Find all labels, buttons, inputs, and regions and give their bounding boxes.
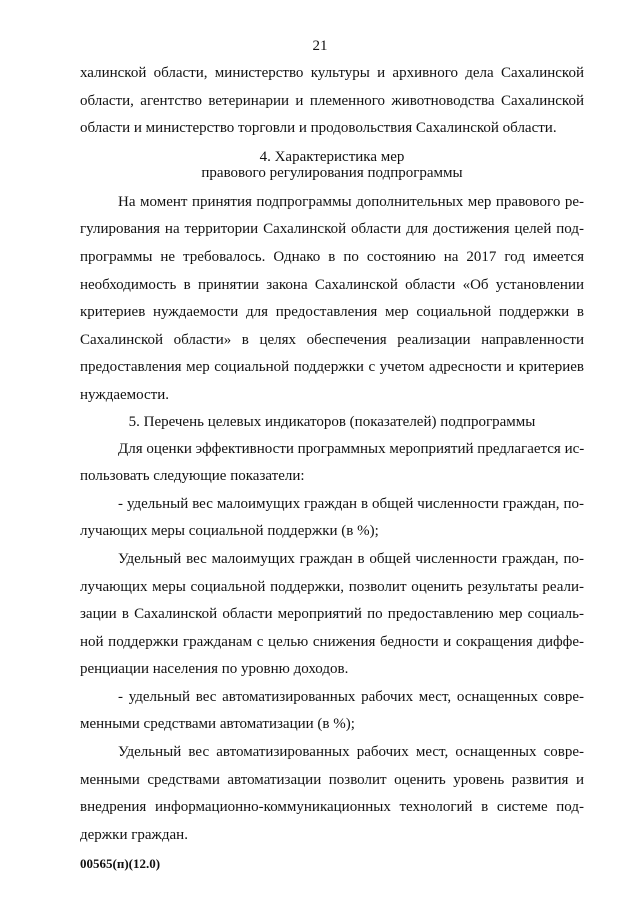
heading-line: правового регулирования подпрограммы — [201, 164, 463, 181]
section-4-paragraph — [80, 189, 584, 410]
page-number: 21 — [312, 38, 328, 54]
indicator-item-1 — [80, 491, 584, 546]
text-line: На момент принятия подпрограммы дополнительных мер правового ре- — [118, 193, 584, 210]
text-line: менными средствами автоматизации (в %); — [80, 716, 355, 733]
text-line: гулирования на территории Сахалинской области для достижения целей под- — [80, 221, 584, 238]
section-5-paragraph-3 — [80, 546, 584, 684]
text-line: Удельный вес автоматизированных рабочих мест, оснащенных совре- — [118, 744, 584, 761]
text-line: внедрения информационно-коммуникационных технологий в системе под- — [80, 799, 584, 816]
text-line: ренциации населения по уровню доходов. — [80, 661, 349, 678]
text-line: зации в Сахалинской области мероприятий по предоставлению мер социаль- — [80, 606, 584, 623]
section-4-heading — [80, 149, 584, 181]
section-5-paragraph-1 — [80, 436, 584, 491]
text-line: программы не требовалось. Однако в по состоянию на 2017 год имеется — [80, 248, 584, 265]
text-line: пользовать следующие показатели: — [80, 468, 305, 485]
text-line: нуждаемости. — [80, 386, 169, 403]
text-line: халинской области, министерство культуры и архивного дела Сахалинской — [80, 65, 584, 81]
text-line: области, агентство ветеринарии и племенного животноводства Сахалинской — [80, 92, 584, 109]
text-line: области и министерство торговли и продовольствия Сахалинской области. — [80, 120, 557, 137]
text-line: Для оценки эффективности программных мероприятий предлагается ис- — [118, 440, 585, 457]
intro-paragraph — [80, 60, 584, 143]
text-line: лучающих меры социальной поддержки (в %); — [80, 523, 379, 540]
heading-line: 5. Перечень целевых индикаторов (показателей) подпрограммы — [128, 413, 536, 430]
text-line: необходимость в принятии закона Сахалинской области «Об установлении — [80, 276, 584, 293]
text-line: критериев нуждаемости для предоставления мер социальной поддержки в — [80, 304, 584, 321]
document-code: 00565(п)(12.0) — [80, 856, 161, 871]
text-line: держки граждан. — [80, 826, 188, 843]
section-5-paragraph-5 — [80, 739, 584, 849]
text-line: лучающих меры социальной поддержки, позволит оценить результаты реали- — [80, 578, 584, 595]
section-5-heading — [80, 414, 584, 430]
heading-line: 4. Характеристика мер — [259, 148, 405, 165]
text-line: Сахалинской области» в целях обеспечения реализации направленности — [80, 331, 584, 348]
indicator-item-2 — [80, 684, 584, 739]
text-line: ной поддержки гражданам с целью снижения бедности и сокращения диффе- — [80, 633, 584, 650]
text-line: - удельный вес автоматизированных рабочих мест, оснащенных совре- — [118, 688, 584, 705]
text-line: - удельный вес малоимущих граждан в общей численности граждан, по- — [118, 495, 584, 512]
text-line: Удельный вес малоимущих граждан в общей численности граждан, по- — [118, 550, 584, 567]
text-line: менными средствами автоматизации позволит оценить уровень развития и — [80, 771, 584, 788]
text-line: предоставления мер социальной поддержки с учетом адресности и критериев — [80, 359, 584, 376]
page-content — [80, 60, 584, 849]
